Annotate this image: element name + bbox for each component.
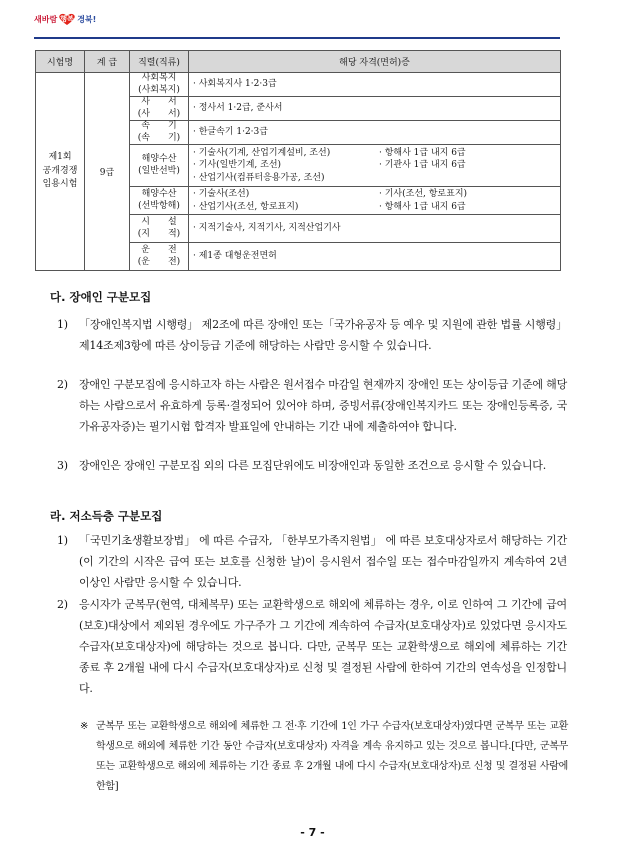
page-number: - 7 - [300,826,325,839]
qualification-cell: · 제1종 대형운전면허 [189,243,561,271]
exam-name-line: 제1회 [48,152,72,163]
qual-item: · 기사(일반기계, 조선) [193,160,282,171]
ra-item-2 [57,594,567,699]
qualification-cell: · 한글속기 1·2·3급 [189,121,561,145]
header-grade: 계 급 [85,51,130,73]
note-text: 군복무 또는 교환학생으로 해외에 체류한 그 전·후 기간에 1인 가구 수급자(보호대상자)였다면 군복무 또는 교환학생으로 해외에 체류한 기간 동안 수급자(보호대상자) 자격을 계속 유지하고 있는 것으로 봅니다.[다만, 군복무 또는 교환학생으로 해외에 체류하는 기간 종료 후 2개월 내에 다시 수급자(보호대상자)로 신청 및 결정된 사람에 한함] [96,721,568,792]
qualification-cell: · 정사서 1·2급, 준사서 [189,97,561,121]
section-ra-title: 라. 저소득층 구분모집 [50,509,163,523]
logo-text-right: 경북! [77,14,97,24]
qual-pair [193,188,556,200]
series-line: 사회복지 [141,73,177,84]
item-text: 장애인은 장애인 구분모집 외의 다른 모집단위에도 비장애인과 동일한 조건으로 응시할 수 있습니다. [79,459,547,472]
series-line: 속 기 [141,121,177,132]
series-line: (지 적) [137,228,181,239]
series-line: 시 설 [141,217,177,228]
series-cell [130,121,189,145]
series-line: (사 서) [137,108,181,119]
qualification-cell [189,145,561,187]
series-cell [130,145,189,187]
qual-item: · 항해사 1급 내지 6급 [379,201,466,212]
item-text: 응시자가 군복무(현역, 대체복무) 또는 교환학생으로 해외에 체류하는 경우, 이로 인하여 그 기간에 급여(보호)대상에서 제외된 경우에도 가구주가 그 기간에 계속하여 수급자(보호대상자)로 있었다면 응시자도 수급자(보호대상자)에 해당하는 것으로 봅니다. 다만, 군복무 또는 교환학생으로 해외에 체류하는 기간 종료 후 2개월 내에 다시 수급자(보호대상자)로 신청 및 결정된 사람에 한하여 기간의 연속성을 인정합니다. [79,598,567,695]
series-line: 해양수산 [141,189,177,200]
qual-item: · 기술사(조선) [193,189,250,200]
exam-name-line: 공개경쟁 [42,165,78,176]
table-row [36,73,561,97]
logo [34,8,109,30]
exam-name-cell [36,73,85,271]
series-line: (선박항해) [138,200,180,211]
qual-item: · 기술사(기계, 산업기계설비, 조선) [193,148,331,159]
series-line: (사회복지) [138,84,180,95]
series-line: 운 전 [141,245,177,256]
qual-pair [193,201,556,213]
item-number: 2) [57,598,68,611]
qual-pair [193,159,556,171]
item-text: 장애인 구분모집에 응시하고자 하는 사람은 원서접수 마감일 현재까지 장애인 또는 상이등급 기준에 해당하는 사람으로서 유효하게 등록·결정되어 있어야 하며, 증빙서류(장애인복지카드 또는 장애인등록증, 국가유공자증)는 필기시험 합격자 발표일에 안내하는 기간 내에 제출하여야 합니다. [79,378,567,433]
series-line: (속 기) [137,132,181,143]
qualification-cell: · 사회복지사 1·2·3급 [189,73,561,97]
grade-cell: 9급 [85,73,130,271]
qual-item: · 기사(조선, 항로표지) [379,189,468,200]
item-number: 1) [57,318,68,331]
series-cell [130,215,189,243]
header-exam: 시험명 [36,51,85,73]
item-text: 「국민기초생활보장법」 에 따른 수급자, 「한부모가족지원법」 에 따른 보호대상자로서 해당하는 기간(이 기간의 시작은 급여 또는 보호를 신청한 날)이 응시원서 접수일 또는 접수마감일까지 계속하여 2년 이상인 사람만 응시할 수 있습니다. [79,534,567,589]
qual-item: · 항해사 1급 내지 6급 [379,148,466,159]
logo-text-left: 새바람 [34,14,58,24]
qual-item: · 산업기사(컴퓨터응용가공, 조선) [193,172,325,183]
qualification-cell [189,187,561,215]
note [80,717,568,797]
da-item-2 [57,374,567,437]
series-cell [130,97,189,121]
logo-text-mid: 행복 [60,14,74,23]
da-item-3 [57,455,567,476]
item-number: 1) [57,534,68,547]
table-header-row [36,51,561,73]
ra-item-1 [57,530,567,593]
header-series: 직렬(직류) [130,51,189,73]
qual-item: · 산업기사(조선, 항로표지) [193,201,299,212]
series-cell [130,73,189,97]
series-line: (일반선박) [138,165,180,176]
header-qualification: 해당 자격(면허)증 [189,51,561,73]
qual-item: · 기관사 1급 내지 6급 [379,160,466,171]
series-line: 해양수산 [141,154,177,165]
qual-pair [193,147,556,159]
da-item-1 [57,314,567,356]
qualification-cell: · 지적기술사, 지적기사, 지적산업기사 [189,215,561,243]
header-rule [34,37,560,39]
exam-name-line: 임용시험 [42,179,78,190]
item-number: 3) [57,459,68,472]
series-line: (운 전) [137,256,181,267]
item-number: 2) [57,378,68,391]
note-mark: ※ [80,721,89,732]
qualification-table [35,50,561,271]
series-line: 사 서 [141,97,177,108]
series-cell [130,243,189,271]
heart-icon [58,13,76,26]
section-da-title: 다. 장애인 구분모집 [50,290,152,304]
series-cell [130,187,189,215]
item-text: 「장애인복지법 시행령」 제2조에 따른 장애인 또는「국가유공자 등 예우 및 지원에 관한 법률 시행령」 제14조제3항에 따른 상이등급 기준에 해당하는 사람만 응시할 수 있습니다. [79,318,567,352]
